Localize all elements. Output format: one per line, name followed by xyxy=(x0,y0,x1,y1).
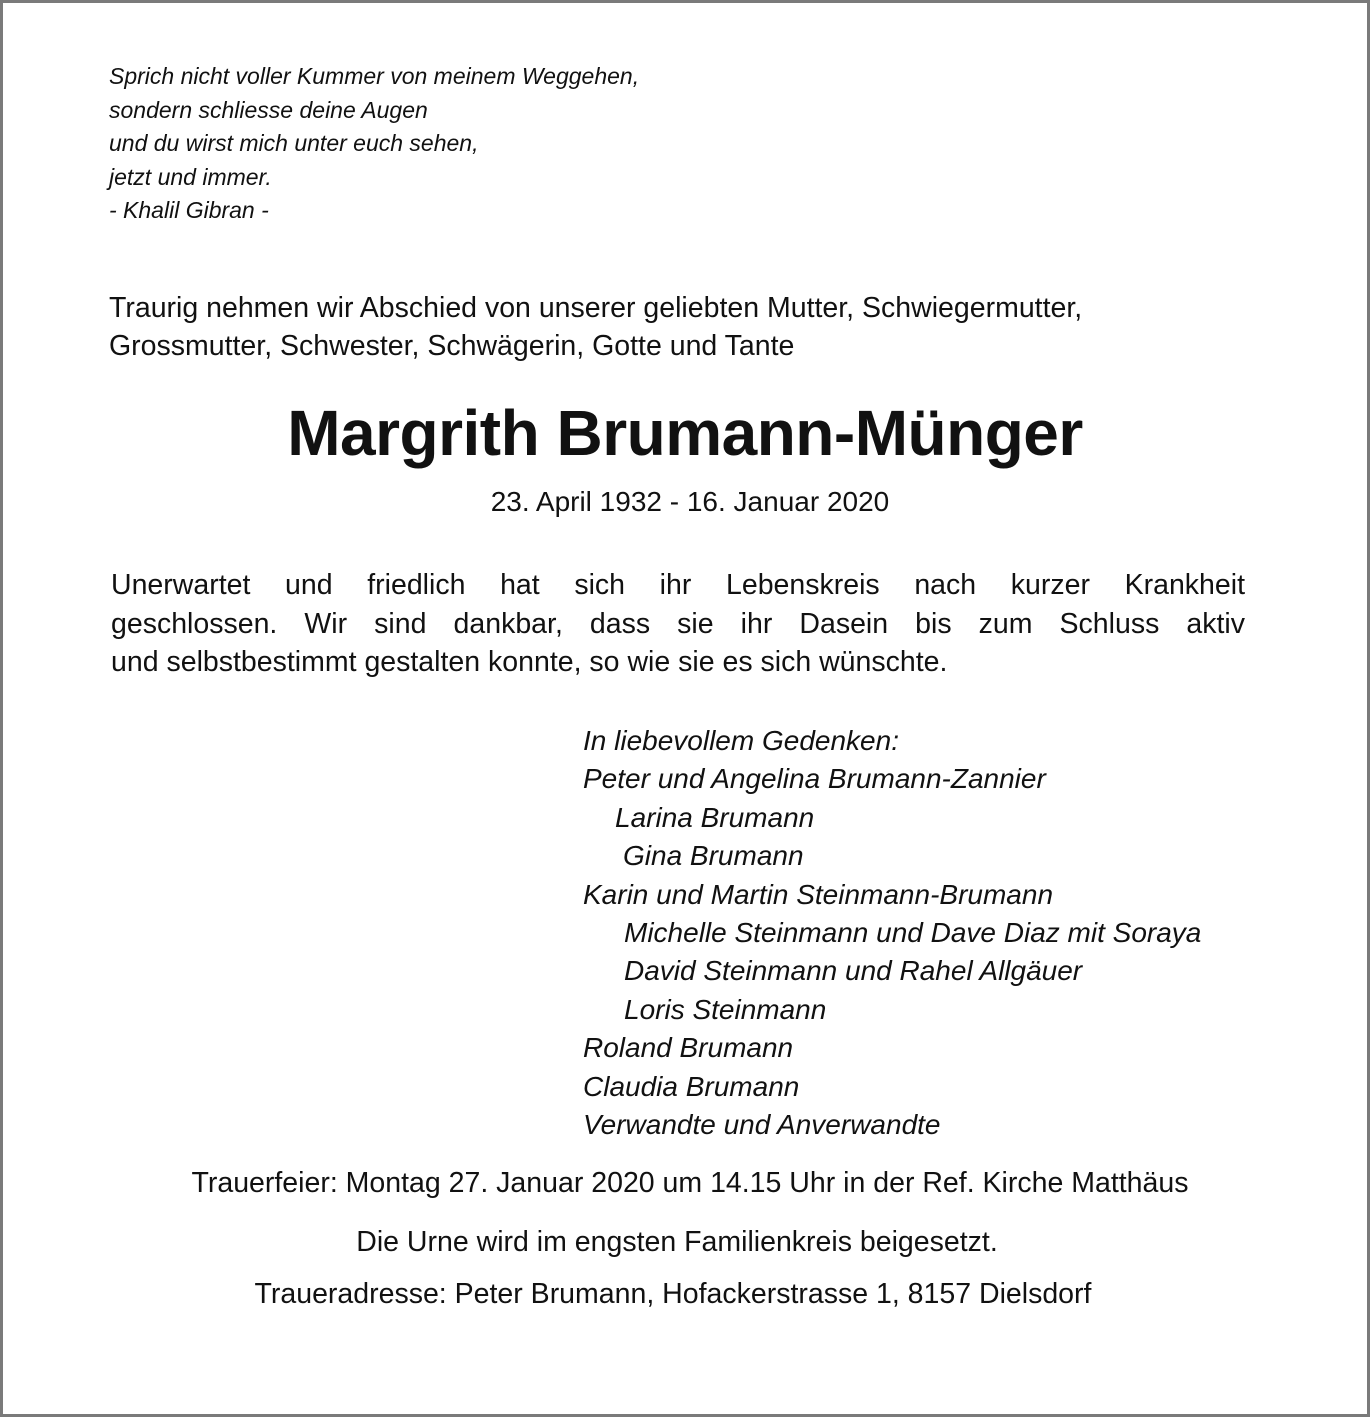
deceased-name: Margrith Brumann-Münger xyxy=(287,397,1083,469)
paragraph-line: geschlossen. Wir sind dankbar, dass sie ihr Dasein bis zum Schluss aktiv xyxy=(111,607,1245,640)
mourner: Karin und Martin Steinmann-Brumann xyxy=(583,878,1054,910)
quote-line: und du wirst mich unter euch sehen, xyxy=(109,130,479,156)
intro-text xyxy=(109,289,1082,365)
quote-line: jetzt und immer. xyxy=(109,163,272,190)
life-dates: 23. April 1932 - 16. Januar 2020 xyxy=(490,486,890,517)
mourner: Claudia Brumann xyxy=(583,1070,800,1102)
mourner: Gina Brumann xyxy=(623,840,804,872)
mourner: Larina Brumann xyxy=(615,801,815,833)
mourners-list xyxy=(583,722,1201,1144)
quote-line: sondern schliesse deine Augen xyxy=(109,96,428,123)
mourner: Roland Brumann xyxy=(583,1032,794,1064)
mourner: Loris Steinmann xyxy=(624,993,827,1025)
paragraph-line: und selbstbestimmt gestalten konnte, so wie sie es sich wünschte. xyxy=(111,646,948,678)
paragraph-line: Unerwartet und friedlich hat sich ihr Lebenskreis nach kurzer Krankheit xyxy=(111,569,1245,601)
mourner: Verwandte und Anverwandte xyxy=(583,1109,941,1141)
mourner: Peter und Angelina Brumann-Zannier xyxy=(583,763,1046,795)
quote-line: Sprich nicht voller Kummer von meinem Weggehen, xyxy=(109,63,640,89)
burial-info: Die Urne wird im engsten Familienkreis beigesetzt. xyxy=(356,1226,998,1258)
intro-line: Grossmutter, Schwester, Schwägerin, Gotte und Tante xyxy=(109,330,795,362)
mourner: Michelle Steinmann und Dave Diaz mit Soraya xyxy=(624,917,1202,949)
mourner: David Steinmann und Rahel Allgäuer xyxy=(624,955,1083,987)
intro-line: Traurig nehmen wir Abschied von unserer geliebten Mutter, Schwiegermutter, xyxy=(109,292,1083,324)
farewell-paragraph xyxy=(111,566,1245,682)
quote-author: - Khalil Gibran - xyxy=(109,197,269,223)
mourning-address: Traueradresse: Peter Brumann, Hofackerstrasse 1, 8157 Dielsdorf xyxy=(254,1278,1092,1310)
mourners-heading: In liebevollem Gedenken: xyxy=(583,725,899,756)
service-info: Trauerfeier: Montag 27. Januar 2020 um 14.15 Uhr in der Ref. Kirche Matthäus xyxy=(191,1167,1189,1199)
poem-quote xyxy=(109,60,639,228)
